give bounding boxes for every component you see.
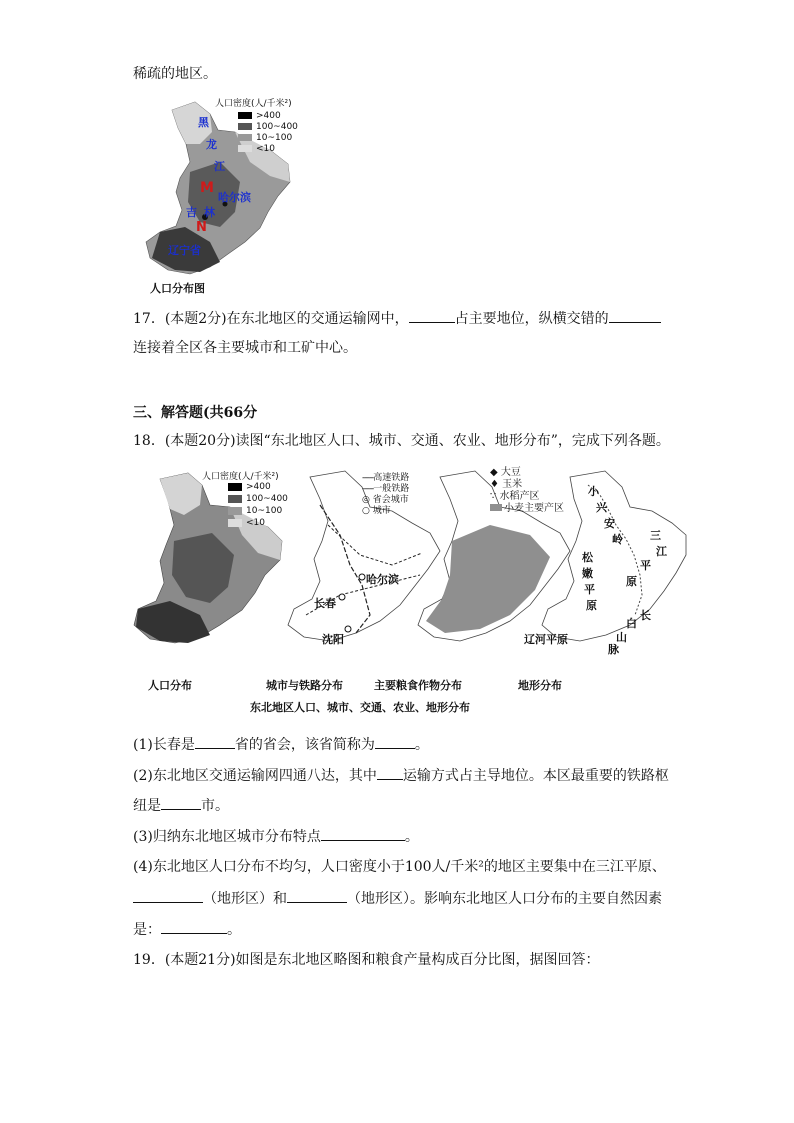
legend-item: ◎ 省会城市 bbox=[362, 495, 409, 505]
legend-item: 10~100 bbox=[238, 132, 298, 143]
question-17-line2: 连接着全区各主要城市和工矿中心。 bbox=[133, 340, 357, 356]
terrain-label: 平 bbox=[640, 559, 651, 572]
panel3-crop-area bbox=[426, 525, 550, 633]
panel2-city-dot bbox=[359, 574, 365, 580]
continuation-text: 稀疏的地区。 bbox=[133, 66, 217, 82]
answer-blank[interactable] bbox=[287, 888, 347, 903]
panel2-city-dot bbox=[345, 626, 351, 632]
terrain-label: 长 bbox=[640, 609, 651, 622]
q18-sub4-line3: 是： 。 bbox=[133, 919, 241, 940]
composite-map-figure bbox=[130, 465, 690, 715]
map-label: 龙 bbox=[206, 138, 217, 151]
terrain-label: 松 bbox=[582, 551, 593, 564]
legend-item: >400 bbox=[238, 110, 298, 121]
answer-blank[interactable] bbox=[161, 795, 201, 810]
terrain-label: 脉 bbox=[608, 643, 619, 656]
legend-item: -----一般铁路 bbox=[362, 484, 410, 494]
panel1-caption: 人口分布 bbox=[148, 679, 192, 692]
figure-caption: 人口分布图 bbox=[150, 282, 205, 295]
answer-blank[interactable] bbox=[161, 919, 227, 934]
legend-swatch bbox=[228, 507, 242, 515]
map-label: 林 bbox=[204, 206, 215, 219]
q18-sub1: (1)长春是 省的省会，该省简称为 。 bbox=[133, 734, 429, 755]
terrain-label: 江 bbox=[656, 545, 667, 558]
terrain-label: 三 bbox=[650, 529, 661, 542]
terrain-label: 白 bbox=[626, 617, 637, 630]
question-19-stem: 19．(本题21分)如图是东北地区略图和粮食产量构成百分比图，据图回答： bbox=[133, 952, 600, 968]
legend-title: 人口密度(人/千米²) bbox=[215, 99, 292, 109]
terrain-label-liaohe: 辽河平原 bbox=[524, 633, 568, 646]
map-label-harbin: 哈尔滨 bbox=[218, 191, 251, 204]
legend-item: 100~400 bbox=[228, 493, 288, 505]
legend-item: ○ 城市 bbox=[362, 506, 391, 516]
answer-blank[interactable] bbox=[195, 734, 235, 749]
legend-swatch bbox=[238, 134, 252, 141]
answer-blank[interactable] bbox=[375, 734, 415, 749]
legend-swatch bbox=[228, 519, 242, 527]
city-label-shenyang: 沈阳 bbox=[322, 633, 344, 646]
terrain-label: 嫩 bbox=[582, 567, 593, 580]
terrain-label: 小 bbox=[588, 485, 599, 498]
legend-item: 100~400 bbox=[238, 121, 298, 132]
panel3-caption: 主要粮食作物分布 bbox=[374, 679, 462, 692]
legend-item: ♦ 玉米 bbox=[490, 479, 523, 490]
panel2-legend bbox=[362, 473, 409, 517]
legend-swatch bbox=[228, 495, 242, 503]
answer-blank[interactable] bbox=[609, 308, 661, 323]
terrain-label: 兴 bbox=[596, 501, 607, 514]
legend-item: >400 bbox=[228, 481, 288, 493]
legend bbox=[238, 110, 298, 154]
map-label-n: N bbox=[196, 220, 207, 235]
panel1-legend bbox=[228, 481, 288, 529]
map-label-m: M bbox=[200, 180, 214, 196]
q18-sub2: (2)东北地区交通运输网四通八达，其中 运输方式占主导地位。本区最重要的铁路枢 bbox=[133, 765, 669, 786]
legend-item: 10~100 bbox=[228, 505, 288, 517]
section-heading: 三、解答题(共66分 bbox=[133, 405, 258, 421]
legend-item: <10 bbox=[228, 517, 288, 529]
panel1-legend-title: 人口密度(人/千米²) bbox=[202, 472, 279, 482]
terrain-label: 山 bbox=[616, 631, 627, 644]
terrain-label: 原 bbox=[586, 599, 597, 612]
answer-blank[interactable] bbox=[321, 826, 405, 841]
terrain-label: 原 bbox=[626, 575, 637, 588]
q18-sub4-line2: （地形区）和 （地形区）。影响东北地区人口分布的主要自然因素 bbox=[133, 888, 662, 909]
composite-caption: 东北地区人口、城市、交通、农业、地形分布 bbox=[250, 701, 470, 714]
legend-item: ◆ 大豆 bbox=[490, 467, 521, 478]
q18-sub3: (3)归纳东北地区城市分布特点 。 bbox=[133, 826, 419, 847]
map-label: 吉 bbox=[186, 206, 197, 219]
terrain-label: 安 bbox=[604, 517, 615, 530]
panel4-caption: 地形分布 bbox=[518, 679, 562, 692]
panel2-caption: 城市与铁路分布 bbox=[266, 679, 343, 692]
q18-sub2-line2: 纽是 市。 bbox=[133, 795, 229, 816]
panel3-legend bbox=[490, 467, 564, 515]
answer-blank[interactable] bbox=[377, 765, 403, 780]
answer-blank[interactable] bbox=[409, 308, 455, 323]
question-18-stem: 18．(本题20分)读图“东北地区人口、城市、交通、农业、地形分布”，完成下列各题。 bbox=[133, 433, 670, 449]
city-label-changchun: 长春 bbox=[314, 597, 336, 610]
legend-swatch bbox=[238, 112, 252, 119]
legend-item: -----高速铁路 bbox=[362, 473, 410, 483]
population-map-figure bbox=[140, 92, 310, 297]
panel2-city-dot bbox=[339, 594, 345, 600]
legend-item: <10 bbox=[238, 143, 298, 154]
legend-item: ∵ 水稻产区 bbox=[490, 491, 540, 502]
terrain-label: 平 bbox=[584, 583, 595, 596]
legend-swatch bbox=[238, 145, 252, 152]
q18-sub4: (4)东北地区人口分布不均匀，人口密度小于100人/千米²的地区主要集中在三江平原、 bbox=[133, 859, 666, 875]
city-label-harbin: 哈尔滨 bbox=[366, 573, 399, 586]
question-17: 17．(本题2分)在东北地区的交通运输网中， 占主要地位，纵横交错的 bbox=[133, 308, 661, 329]
map-label: 江 bbox=[214, 160, 225, 173]
map-label: 黑 bbox=[198, 116, 209, 129]
legend-swatch bbox=[238, 123, 252, 130]
legend-swatch bbox=[228, 483, 242, 491]
map-label-liaoning: 辽宁省 bbox=[168, 244, 201, 257]
legend-item: 小麦主要产区 bbox=[490, 503, 564, 515]
terrain-label: 岭 bbox=[612, 533, 623, 546]
answer-blank[interactable] bbox=[133, 888, 203, 903]
